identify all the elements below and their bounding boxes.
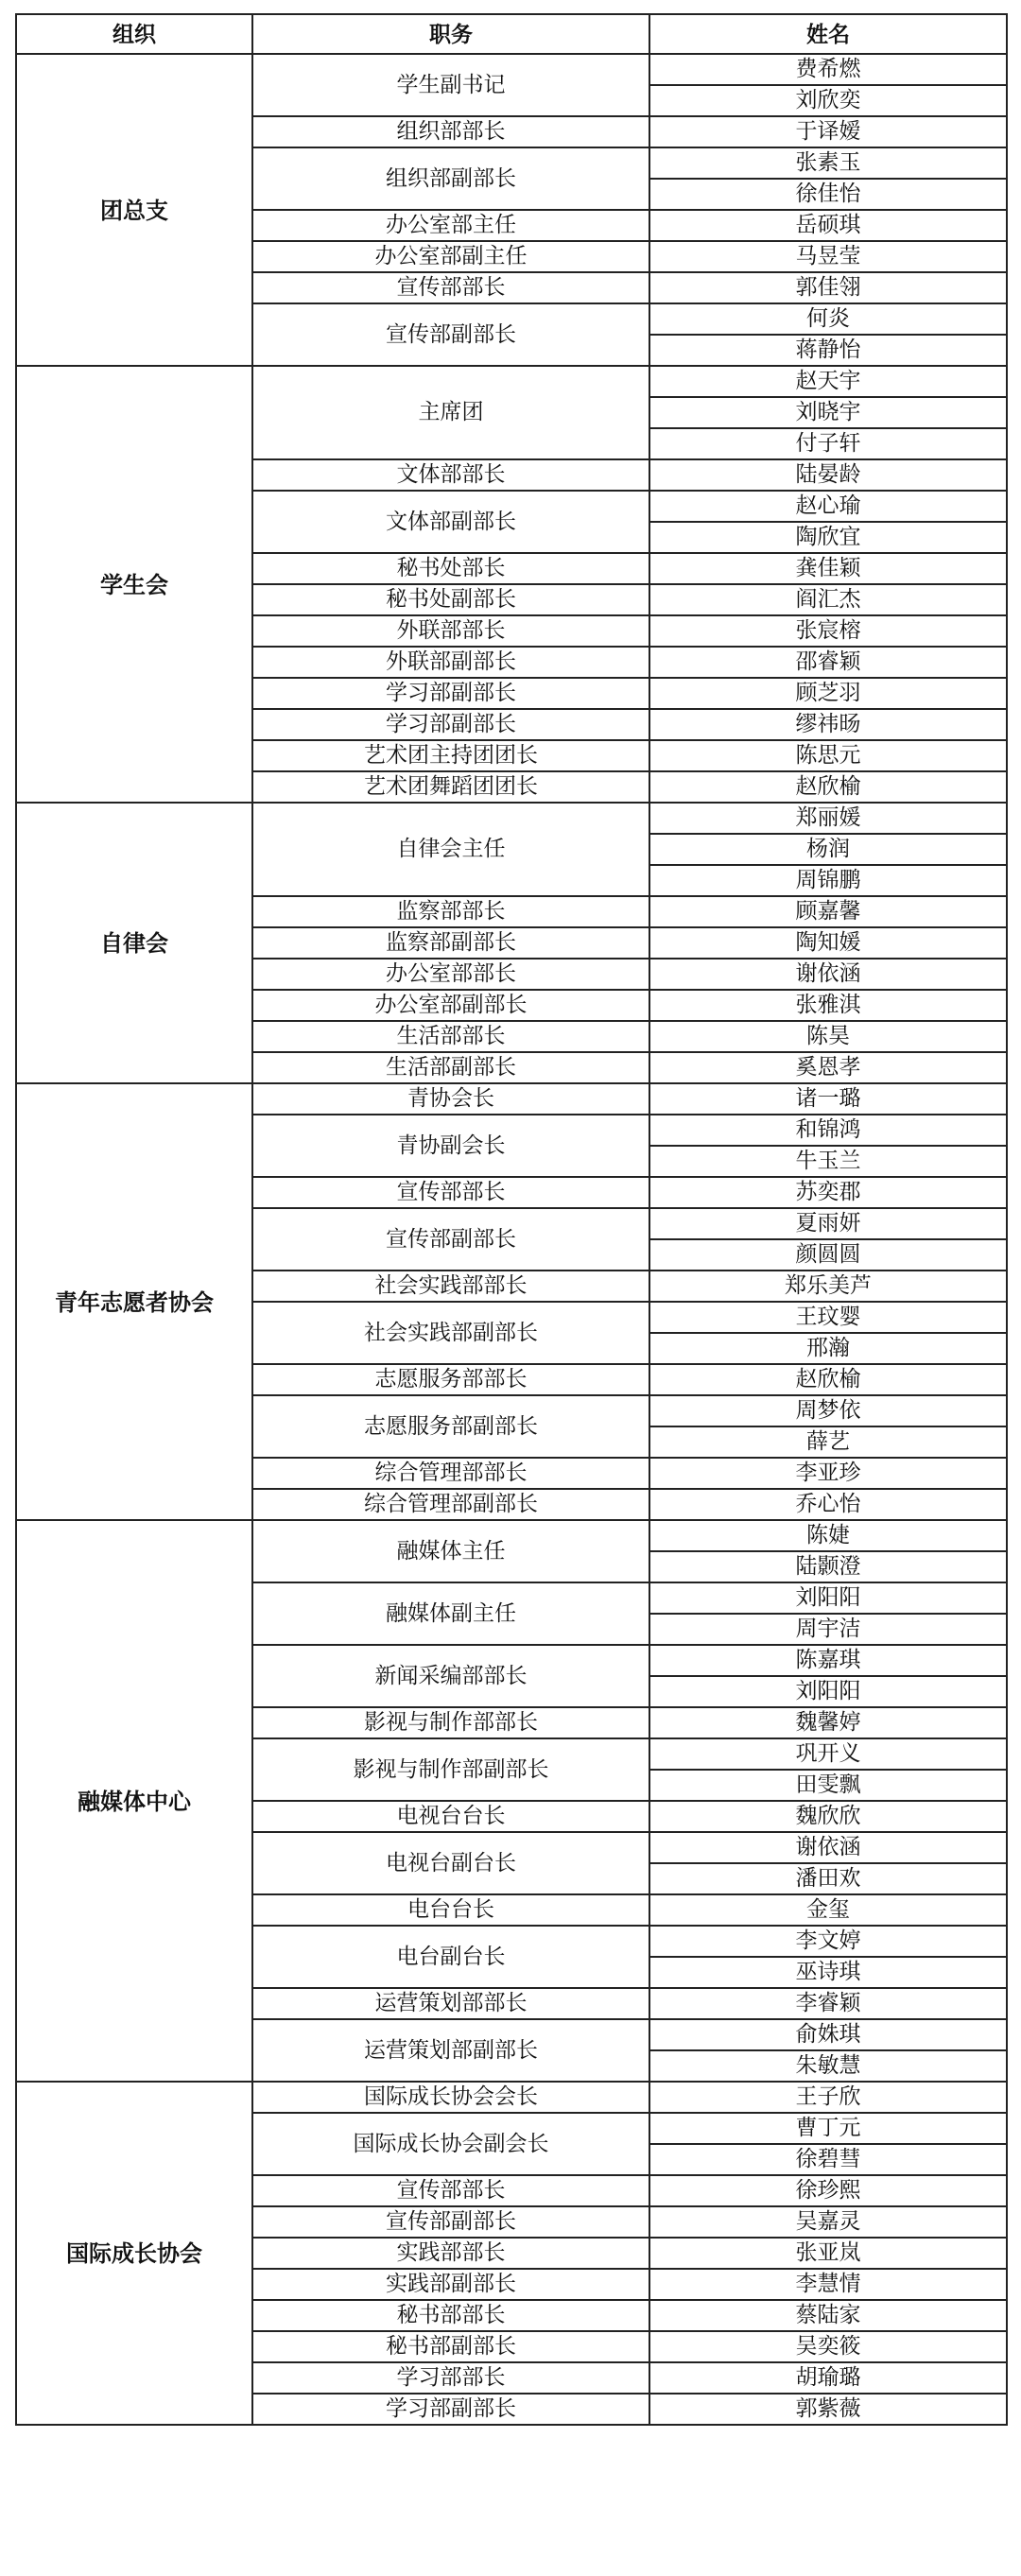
name-cell: 巩开义	[649, 1738, 1007, 1770]
name-cell: 俞姝琪	[649, 2019, 1007, 2050]
org-cell: 学生会	[16, 366, 252, 803]
position-cell: 自律会主任	[252, 803, 649, 896]
position-cell: 艺术团舞蹈团团长	[252, 771, 649, 803]
name-cell: 徐珍熙	[649, 2175, 1007, 2206]
name-cell: 徐佳怡	[649, 179, 1007, 210]
header-name: 姓名	[649, 14, 1007, 54]
name-cell: 李亚珍	[649, 1458, 1007, 1489]
position-cell: 电视台副台长	[252, 1832, 649, 1894]
name-cell: 田雯飘	[649, 1770, 1007, 1801]
name-cell: 陆晏龄	[649, 459, 1007, 491]
name-cell: 顾芝羽	[649, 678, 1007, 709]
name-cell: 阎汇杰	[649, 584, 1007, 615]
name-cell: 刘阳阳	[649, 1582, 1007, 1614]
position-cell: 艺术团主持团团长	[252, 740, 649, 771]
header-row	[16, 14, 1007, 54]
name-cell: 曹丁元	[649, 2113, 1007, 2144]
position-cell: 外联部副部长	[252, 647, 649, 678]
position-cell: 监察部部长	[252, 896, 649, 927]
position-cell: 生活部部长	[252, 1021, 649, 1052]
position-cell: 办公室部副部长	[252, 990, 649, 1021]
name-cell: 郭佳翎	[649, 272, 1007, 303]
position-cell: 监察部副部长	[252, 927, 649, 959]
header-position: 职务	[252, 14, 649, 54]
name-cell: 马昱莹	[649, 241, 1007, 272]
org-cell: 自律会	[16, 803, 252, 1083]
position-cell: 融媒体副主任	[252, 1582, 649, 1645]
name-cell: 胡瑜璐	[649, 2362, 1007, 2394]
name-cell: 张亚岚	[649, 2238, 1007, 2269]
name-cell: 谢依涵	[649, 959, 1007, 990]
position-cell: 办公室部部长	[252, 959, 649, 990]
position-cell: 学生副书记	[252, 54, 649, 116]
name-cell: 吴奕筱	[649, 2331, 1007, 2362]
name-cell: 周宇洁	[649, 1614, 1007, 1645]
name-cell: 李慧情	[649, 2269, 1007, 2300]
name-cell: 巫诗琪	[649, 1957, 1007, 1988]
name-cell: 赵欣榆	[649, 771, 1007, 803]
position-cell: 外联部部长	[252, 615, 649, 647]
name-cell: 刘欣奕	[649, 85, 1007, 116]
position-cell: 实践部部长	[252, 2238, 649, 2269]
position-cell: 运营策划部副部长	[252, 2019, 649, 2082]
name-cell: 诸一璐	[649, 1083, 1007, 1115]
name-cell: 陈嘉琪	[649, 1645, 1007, 1676]
name-cell: 朱敏慧	[649, 2050, 1007, 2082]
org-cell: 团总支	[16, 54, 252, 366]
name-cell: 费希燃	[649, 54, 1007, 85]
name-cell: 张宸榕	[649, 615, 1007, 647]
table-row	[16, 803, 1007, 834]
position-cell: 运营策划部部长	[252, 1988, 649, 2019]
name-cell: 苏奕郡	[649, 1177, 1007, 1208]
name-cell: 张雅淇	[649, 990, 1007, 1021]
position-cell: 融媒体主任	[252, 1520, 649, 1582]
roster-table	[15, 13, 1008, 2426]
name-cell: 奚恩孝	[649, 1052, 1007, 1083]
name-cell: 周锦鹏	[649, 865, 1007, 896]
name-cell: 魏欣欣	[649, 1801, 1007, 1832]
name-cell: 付子轩	[649, 428, 1007, 459]
name-cell: 赵心瑜	[649, 491, 1007, 522]
name-cell: 缪祎旸	[649, 709, 1007, 740]
name-cell: 夏雨妍	[649, 1208, 1007, 1239]
position-cell: 实践部副部长	[252, 2269, 649, 2300]
position-cell: 学习部副部长	[252, 678, 649, 709]
name-cell: 郭紫薇	[649, 2394, 1007, 2425]
name-cell: 蔡陆家	[649, 2300, 1007, 2331]
name-cell: 徐碧彗	[649, 2144, 1007, 2175]
table-row	[16, 1520, 1007, 1551]
position-cell: 生活部副部长	[252, 1052, 649, 1083]
position-cell: 学习部副部长	[252, 2394, 649, 2425]
name-cell: 何炎	[649, 303, 1007, 335]
position-cell: 宣传部副部长	[252, 2206, 649, 2238]
position-cell: 秘书处副部长	[252, 584, 649, 615]
position-cell: 国际成长协会会长	[252, 2082, 649, 2113]
name-cell: 蒋静怡	[649, 335, 1007, 366]
name-cell: 郑丽媛	[649, 803, 1007, 834]
org-cell: 融媒体中心	[16, 1520, 252, 2082]
name-cell: 陈婕	[649, 1520, 1007, 1551]
name-cell: 赵天宇	[649, 366, 1007, 397]
name-cell: 王子欣	[649, 2082, 1007, 2113]
name-cell: 陈思元	[649, 740, 1007, 771]
name-cell: 谢依涵	[649, 1832, 1007, 1863]
name-cell: 邢瀚	[649, 1333, 1007, 1364]
org-cell: 国际成长协会	[16, 2082, 252, 2425]
name-cell: 陈昊	[649, 1021, 1007, 1052]
name-cell: 郑乐美芦	[649, 1271, 1007, 1302]
position-cell: 宣传部部长	[252, 2175, 649, 2206]
name-cell: 潘田欢	[649, 1863, 1007, 1894]
position-cell: 宣传部副部长	[252, 303, 649, 366]
position-cell: 学习部部长	[252, 2362, 649, 2394]
name-cell: 刘晓宇	[649, 397, 1007, 428]
position-cell: 影视与制作部副部长	[252, 1738, 649, 1801]
position-cell: 国际成长协会副会长	[252, 2113, 649, 2175]
name-cell: 刘阳阳	[649, 1676, 1007, 1707]
name-cell: 赵欣榆	[649, 1364, 1007, 1395]
position-cell: 宣传部部长	[252, 1177, 649, 1208]
position-cell: 社会实践部部长	[252, 1271, 649, 1302]
position-cell: 办公室部副主任	[252, 241, 649, 272]
name-cell: 陶欣宜	[649, 522, 1007, 553]
name-cell: 颜圆圆	[649, 1239, 1007, 1271]
position-cell: 秘书部副部长	[252, 2331, 649, 2362]
name-cell: 龚佳颖	[649, 553, 1007, 584]
position-cell: 青协副会长	[252, 1115, 649, 1177]
roster-body	[16, 54, 1007, 2425]
name-cell: 金玺	[649, 1894, 1007, 1926]
position-cell: 文体部副部长	[252, 491, 649, 553]
header-org: 组织	[16, 14, 252, 54]
org-cell: 青年志愿者协会	[16, 1083, 252, 1520]
name-cell: 邵睿颖	[649, 647, 1007, 678]
position-cell: 电台台长	[252, 1894, 649, 1926]
position-cell: 青协会长	[252, 1083, 649, 1115]
name-cell: 王玟婴	[649, 1302, 1007, 1333]
name-cell: 吴嘉灵	[649, 2206, 1007, 2238]
position-cell: 社会实践部副部长	[252, 1302, 649, 1364]
name-cell: 李文婷	[649, 1926, 1007, 1957]
position-cell: 文体部部长	[252, 459, 649, 491]
name-cell: 顾嘉馨	[649, 896, 1007, 927]
name-cell: 杨润	[649, 834, 1007, 865]
position-cell: 宣传部副部长	[252, 1208, 649, 1271]
name-cell: 薛艺	[649, 1426, 1007, 1458]
table-row	[16, 366, 1007, 397]
name-cell: 于译嫒	[649, 116, 1007, 147]
position-cell: 秘书处部长	[252, 553, 649, 584]
position-cell: 新闻采编部部长	[252, 1645, 649, 1707]
position-cell: 影视与制作部部长	[252, 1707, 649, 1738]
name-cell: 牛玉兰	[649, 1146, 1007, 1177]
position-cell: 主席团	[252, 366, 649, 459]
name-cell: 李睿颖	[649, 1988, 1007, 2019]
position-cell: 电视台台长	[252, 1801, 649, 1832]
name-cell: 和锦鸿	[649, 1115, 1007, 1146]
position-cell: 志愿服务部副部长	[252, 1395, 649, 1458]
name-cell: 陆颢澄	[649, 1551, 1007, 1582]
position-cell: 志愿服务部部长	[252, 1364, 649, 1395]
position-cell: 办公室部主任	[252, 210, 649, 241]
position-cell: 组织部部长	[252, 116, 649, 147]
position-cell: 综合管理部副部长	[252, 1489, 649, 1520]
name-cell: 张素玉	[649, 147, 1007, 179]
name-cell: 陶知媛	[649, 927, 1007, 959]
name-cell: 周梦依	[649, 1395, 1007, 1426]
name-cell: 乔心怡	[649, 1489, 1007, 1520]
position-cell: 组织部副部长	[252, 147, 649, 210]
name-cell: 岳硕琪	[649, 210, 1007, 241]
position-cell: 秘书部部长	[252, 2300, 649, 2331]
table-row	[16, 1083, 1007, 1115]
table-row	[16, 54, 1007, 85]
position-cell: 宣传部部长	[252, 272, 649, 303]
name-cell: 魏馨婷	[649, 1707, 1007, 1738]
position-cell: 综合管理部部长	[252, 1458, 649, 1489]
table-row	[16, 2082, 1007, 2113]
position-cell: 电台副台长	[252, 1926, 649, 1988]
position-cell: 学习部副部长	[252, 709, 649, 740]
